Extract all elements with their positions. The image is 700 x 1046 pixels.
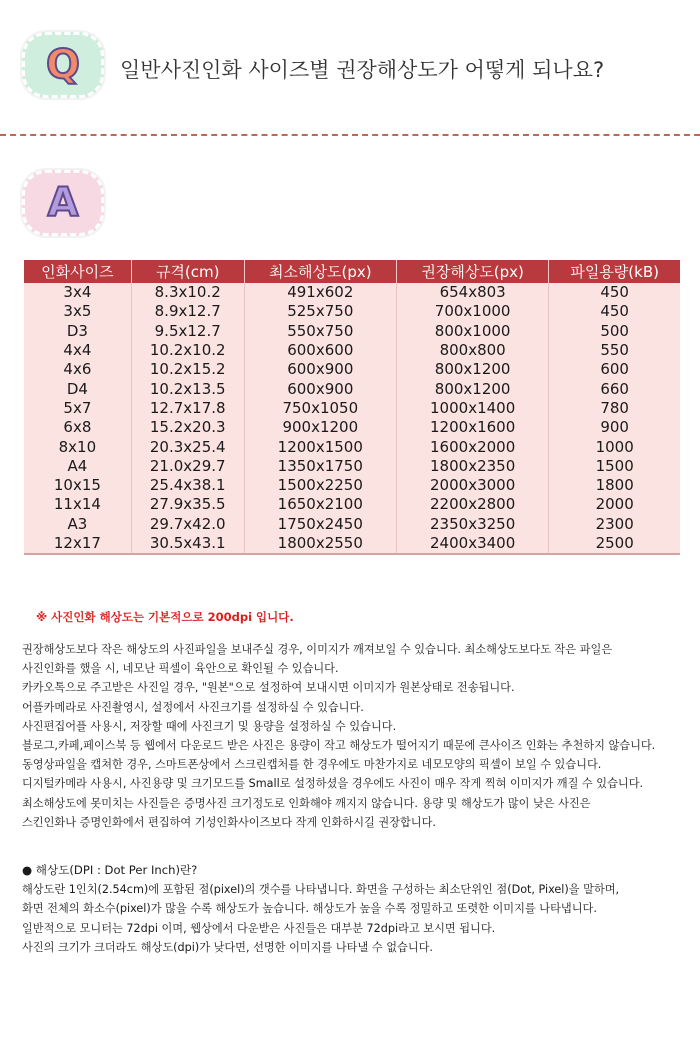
table-row (24, 399, 680, 418)
dashed-divider (0, 134, 700, 136)
cell-file-size: 780 (549, 399, 680, 418)
dpi-line: 일반적으로 모니터는 72dpi 이며, 웹상에서 다운받은 사진들은 대부분 72dpi라고 보시면 됩니다. (22, 921, 496, 935)
cell-print-size: 11x14 (53, 495, 101, 514)
cell-min-resolution: 525x750 (244, 302, 396, 321)
cell-recommended-resolution: 2350x3250 (396, 515, 548, 534)
question-title: 일반사진인화 사이즈별 권장해상도가 어떻게 되나요? (120, 58, 605, 82)
guide-line: 권장해상도보다 작은 해상도의 사진파일을 보내주실 경우, 이미지가 깨져보일 수 있습니다. 최소해상도보다도 작은 파일은 (22, 643, 613, 656)
cell-print-size: 6x8 (63, 418, 92, 437)
cell-file-size: 2500 (549, 534, 680, 554)
cell-print-size: 12x17 (53, 533, 101, 552)
cell-min-resolution: 600x600 (244, 341, 396, 360)
cell-file-size: 1800 (549, 476, 680, 495)
cell-dimensions: 10.2x10.2 (131, 341, 244, 360)
cell-min-resolution: 1500x2250 (244, 476, 396, 495)
cell-min-resolution: 1650x2100 (244, 495, 396, 514)
table-row (24, 341, 680, 360)
cell-file-size: 2000 (549, 495, 680, 514)
cell-min-resolution: 600x900 (244, 379, 396, 398)
table-body (24, 283, 680, 554)
table-row (24, 322, 680, 341)
dpi-note: ※ 사진인화 해상도는 기본적으로 200dpi 입니다. (36, 610, 294, 624)
table-row (24, 534, 680, 554)
a-badge (22, 170, 104, 236)
q-letter: Q (45, 42, 80, 88)
guide-line: 스킨인화나 증명인화에서 편집하여 기성인화사이즈보다 작게 인화하시길 권장합니다. (22, 815, 436, 829)
cell-dimensions: 8.3x10.2 (131, 283, 244, 302)
cell-dimensions: 10.2x15.2 (131, 360, 244, 379)
cell-print-size: 10x15 (53, 476, 101, 495)
cell-file-size: 1000 (549, 437, 680, 456)
cell-dimensions: 29.7x42.0 (131, 515, 244, 534)
cell-recommended-resolution: 800x800 (396, 341, 548, 360)
cell-recommended-resolution: 800x1200 (396, 379, 548, 398)
cell-dimensions: 8.9x12.7 (131, 302, 244, 321)
resolution-table (24, 260, 680, 555)
cell-recommended-resolution: 2000x3000 (396, 476, 548, 495)
guide-line: 최소해상도에 못미치는 사진들은 증명사진 크기정도로 인화해야 깨지지 않습니다. 용량 및 해상도가 많이 낮은 사진은 (22, 796, 591, 810)
guide-line: 카카오톡으로 주고받은 사진일 경우, "원본"으로 설정하여 보내시면 이미지가 원본상태로 전송됩니다. (22, 681, 515, 695)
guide-line: 블로그,카페,페이스북 등 웹에서 다운로드 받은 사진은 용량이 작고 해상도가 떨어지기 때문에 큰사이즈 인화는 추천하지 않습니다. (22, 739, 656, 753)
cell-dimensions: 27.9x35.5 (131, 495, 244, 514)
cell-min-resolution: 550x750 (244, 322, 396, 341)
cell-dimensions: 12.7x17.8 (131, 399, 244, 418)
cell-recommended-resolution: 1800x2350 (396, 457, 548, 476)
cell-recommended-resolution: 2200x2800 (396, 495, 548, 514)
cell-print-size: 3x5 (63, 302, 92, 321)
table-row (24, 495, 680, 514)
cell-print-size: 8x10 (58, 437, 97, 456)
header-min-resolution: 최소해상도(px) (244, 260, 396, 283)
cell-file-size: 550 (549, 341, 680, 360)
guide-paragraph (22, 640, 682, 832)
table-row (24, 379, 680, 398)
dpi-line: 화면 전체의 화소수(pixel)가 많을 수록 해상도가 높습니다. 해상도가 높을 수록 정밀하고 또렷한 이미지를 나타냅니다. (22, 902, 597, 916)
cell-dimensions: 15.2x20.3 (131, 418, 244, 437)
cell-min-resolution: 600x900 (244, 360, 396, 379)
cell-file-size: 500 (549, 322, 680, 341)
cell-min-resolution: 1750x2450 (244, 515, 396, 534)
cell-recommended-resolution: 700x1000 (396, 302, 548, 321)
table-row (24, 515, 680, 534)
cell-recommended-resolution: 1000x1400 (396, 399, 548, 418)
cell-dimensions: 20.3x25.4 (131, 437, 244, 456)
guide-line: 디지털카메라 사용시, 사진용량 및 크기모드를 Small로 설정하셨을 경우에도 사진이 매우 작게 찍혀 이미지가 깨질 수 있습니다. (22, 777, 644, 791)
cell-recommended-resolution: 800x1200 (396, 360, 548, 379)
header-recommended-resolution: 권장해상도(px) (396, 260, 548, 283)
guide-line: 사진편집어플 사용시, 저장할 때에 사진크기 및 용량을 설정하실 수 있습니다. (22, 719, 397, 733)
table-row (24, 283, 680, 302)
cell-min-resolution: 1350x1750 (244, 457, 396, 476)
cell-file-size: 450 (549, 302, 680, 321)
cell-file-size: 450 (549, 283, 680, 302)
table-row (24, 418, 680, 437)
cell-recommended-resolution: 800x1000 (396, 322, 548, 341)
cell-print-size: 4x6 (63, 360, 92, 379)
cell-print-size: 5x7 (63, 398, 92, 417)
cell-min-resolution: 491x602 (244, 283, 396, 302)
dpi-line: 해상도란 1인치(2.54cm)에 포함된 점(pixel)의 갯수를 나타냅니다. 화면을 구성하는 최소단위인 점(Dot, Pixel)을 말하며, (22, 883, 620, 897)
cell-file-size: 1500 (549, 457, 680, 476)
cell-recommended-resolution: 2400x3400 (396, 534, 548, 554)
cell-print-size: 3x4 (63, 283, 92, 302)
cell-recommended-resolution: 1200x1600 (396, 418, 548, 437)
cell-print-size: A4 (67, 456, 88, 475)
table-row (24, 302, 680, 321)
cell-dimensions: 30.5x43.1 (131, 534, 244, 554)
guide-line: 어플카메라로 사진촬영시, 설정에서 사진크기를 설정하실 수 있습니다. (22, 700, 364, 714)
guide-line: 사진인화를 했을 시, 네모난 픽셀이 육안으로 확인될 수 있습니다. (22, 662, 339, 676)
table-row (24, 476, 680, 495)
table-header-row (24, 260, 680, 283)
table-row (24, 437, 680, 456)
cell-print-size: 4x4 (63, 341, 92, 360)
header-dimensions: 규격(cm) (131, 260, 244, 283)
answer-section (22, 170, 122, 240)
cell-print-size: A3 (67, 514, 88, 533)
cell-min-resolution: 750x1050 (244, 399, 396, 418)
cell-file-size: 660 (549, 379, 680, 398)
cell-dimensions: 21.0x29.7 (131, 457, 244, 476)
table-row (24, 457, 680, 476)
cell-file-size: 2300 (549, 515, 680, 534)
cell-min-resolution: 900x1200 (244, 418, 396, 437)
header-print-size: 인화사이즈 (24, 260, 131, 283)
cell-dimensions: 10.2x13.5 (131, 379, 244, 398)
cell-min-resolution: 1800x2550 (244, 534, 396, 554)
question-section (22, 30, 682, 102)
a-letter: A (47, 180, 79, 226)
cell-file-size: 900 (549, 418, 680, 437)
table-row (24, 360, 680, 379)
cell-dimensions: 25.4x38.1 (131, 476, 244, 495)
cell-print-size: D3 (66, 321, 88, 340)
q-badge (22, 32, 104, 98)
dpi-explanation (22, 861, 682, 957)
cell-file-size: 600 (549, 360, 680, 379)
guide-line: 동영상파일을 캡쳐한 경우, 스마트폰상에서 스크린캡처를 한 경우에도 마찬가지로 네모모양의 픽셀이 보일 수 있습니다. (22, 758, 602, 772)
cell-print-size: D4 (66, 379, 88, 398)
cell-recommended-resolution: 654x803 (396, 283, 548, 302)
cell-min-resolution: 1200x1500 (244, 437, 396, 456)
cell-recommended-resolution: 1600x2000 (396, 437, 548, 456)
dpi-line: 사진의 크기가 크더라도 해상도(dpi)가 낮다면, 선명한 이미지를 나타낼 수 없습니다. (22, 940, 433, 954)
cell-dimensions: 9.5x12.7 (131, 322, 244, 341)
dpi-explanation-title: ● 해상도(DPI : Dot Per Inch)란? (22, 863, 198, 877)
header-file-size: 파일용량(kB) (549, 260, 680, 283)
